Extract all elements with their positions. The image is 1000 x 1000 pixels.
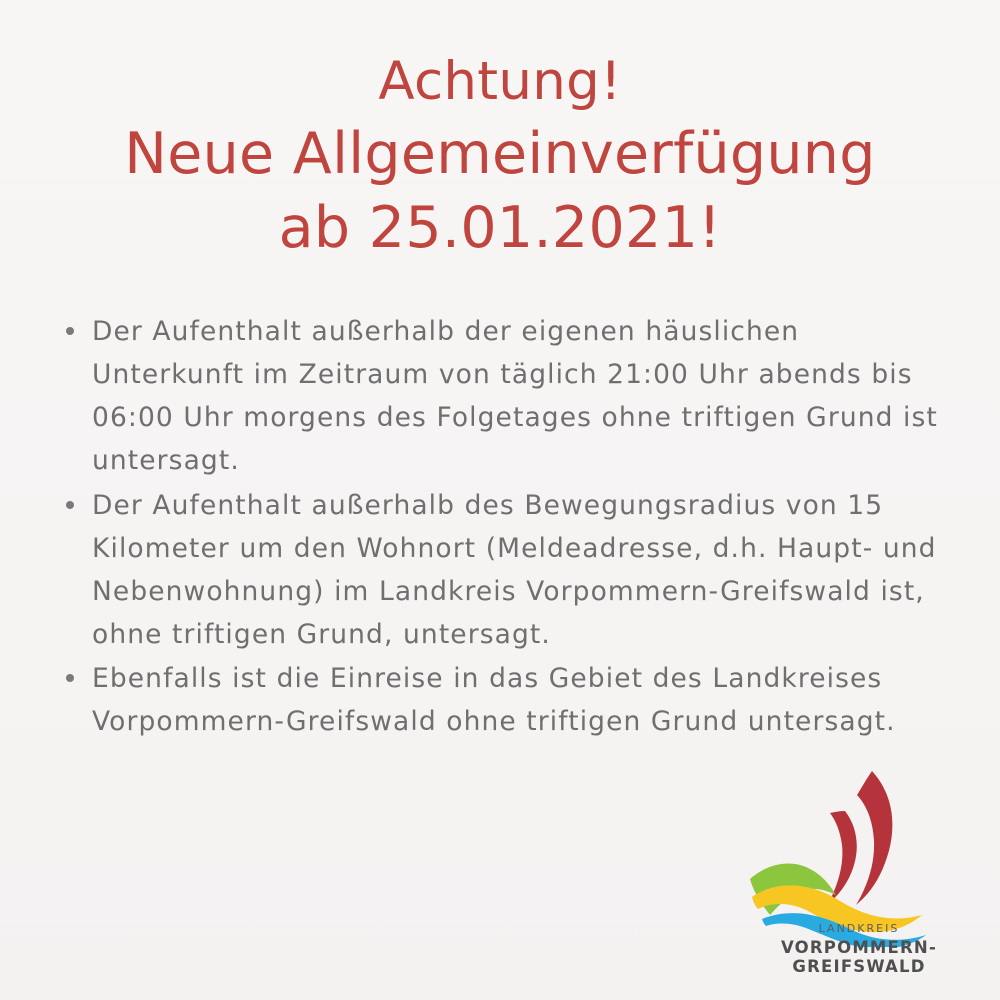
headline-line-2: Neue Allgemeinverfügung — [124, 120, 876, 187]
page-title — [56, 48, 944, 265]
list-item-text: Der Aufenthalt außerhalb des Bewegungsradius von 15 Kilometer um den Wohnort (Meldeadresse, d.h. Haupt- und Nebenwohnung) im Landkreis Vorpommern-Greifswald ist, ohne triftigen Grund, untersagt. — [92, 489, 937, 650]
list-item — [56, 658, 944, 744]
list-item — [56, 485, 944, 657]
list-item-text: Ebenfalls ist die Einreise in das Gebiet des Landkreises Vorpommern-Greifswald ohne triftigen Grund untersagt. — [92, 663, 896, 738]
headline-line-3: ab 25.01.2021! — [278, 194, 722, 261]
bullet-dot-icon — [66, 327, 74, 335]
district-logo — [744, 767, 974, 982]
bullet-dot-icon — [66, 674, 74, 682]
list-item-text: Der Aufenthalt außerhalb der eigenen häuslichen Unterkunft im Zeitraum von täglich 21:00 Uhr abends bis 06:00 Uhr morgens des Folgetages ohne triftigen Grund ist untersagt. — [92, 316, 938, 476]
rules-list — [56, 311, 944, 744]
logo-caption-small: LANDKREIS — [818, 922, 900, 935]
bullet-dot-icon — [66, 501, 74, 509]
logo-caption-large: VORPOMMERN-GREIFSWALD — [780, 938, 937, 976]
sail-boat-logo-icon — [744, 767, 974, 947]
list-item — [56, 311, 944, 483]
headline-line-1: Achtung! — [378, 51, 622, 112]
logo-caption — [744, 922, 974, 976]
